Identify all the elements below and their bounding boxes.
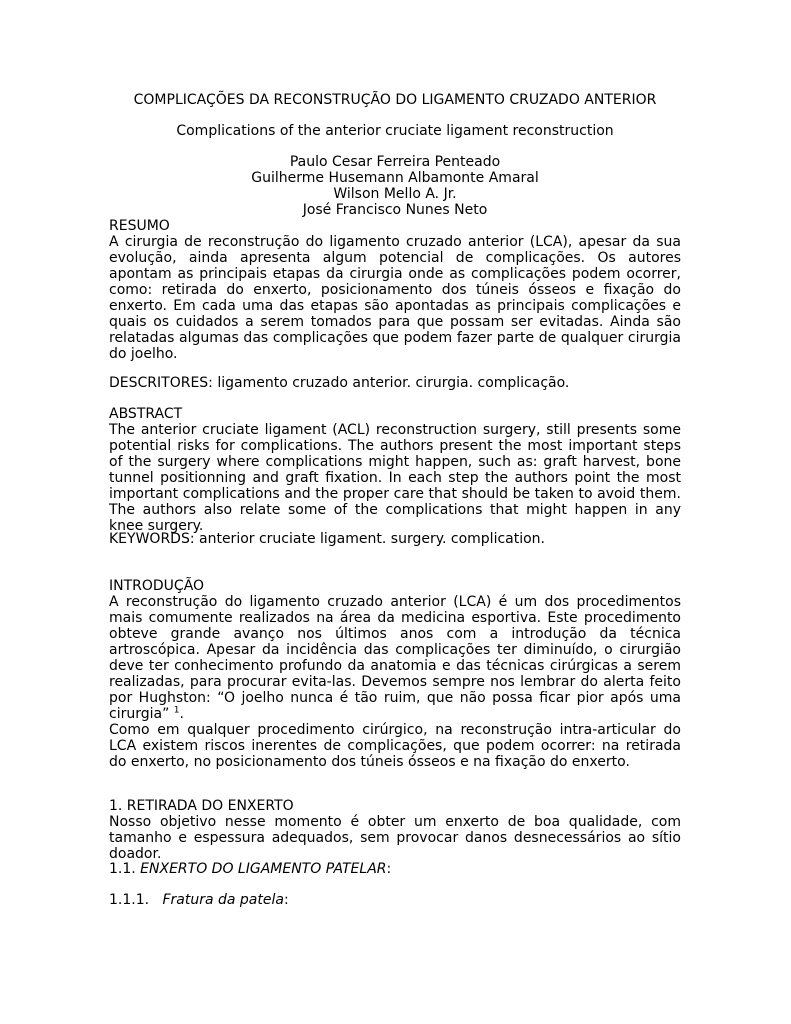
reference-marker: 1 [173,705,180,716]
introducao-paragraph-2: Como em qualquer procedimento cirúrgico, na reconstrução intra-articular do LCA existem riscos inerentes de complicações, que podem ocorrer: na retirada do enxerto, no posicionamento dos túneis ósseos e na fixação do enxerto. [109,722,681,770]
keywords: KEYWORDS: anterior cruciate ligament. surgery. complication. [109,531,546,547]
descritores: DESCRITORES: ligamento cruzado anterior. cirurgia. complicação. [109,375,570,391]
author: Paulo Cesar Ferreira Penteado [289,154,501,170]
section-1-1-1-title: Fratura da patela [162,892,284,908]
section-1-heading: 1. RETIRADA DO ENXERTO [109,798,294,814]
section-1-1-1-number: 1.1.1. [109,892,150,908]
section-1-1-1-heading [109,892,681,908]
author: José Francisco Nunes Neto [302,202,488,218]
section-1-1-1-suffix: : [283,892,289,908]
author: Guilherme Husemann Albamonte Amaral [251,170,539,186]
resumo-heading: RESUMO [109,218,170,234]
section-1-body: Nosso objetivo nesse momento é obter um enxerto de boa qualidade, com tamanho e espessura adequados, sem provocar danos desnecessários ao sítio doador. [109,814,681,862]
introducao-paragraph-1-text: A reconstrução do ligamento cruzado anterior (LCA) é um dos procedimentos mais comumente realizados na área da medicina esportiva. Este procedimento obteve grande avanço nos últimos anos com a introdução da técnica artroscópica. Apesar da incidência das complicações ter diminuído, o cirurgião deve ter conhecimento profundo da anatomia e das técnicas cirúrgicas a serem realizadas, para procurar evita-las. Devemos sempre nos lembrar do alerta feito por Hughston: “O joelho nunca é tão ruim, que não possa ficar pior após uma cirurgia” [109,594,681,722]
abstract-section [109,406,681,534]
section-1-1-suffix: : [386,861,392,877]
section-1-1-number: 1.1. [109,861,136,877]
introducao-section [109,578,681,770]
section-1-1-title: ENXERTO DO LIGAMENTO PATELAR [140,861,387,877]
title-portuguese: COMPLICAÇÕES DA RECONSTRUÇÃO DO LIGAMENTO CRUZADO ANTERIOR [133,92,657,108]
abstract-body: The anterior cruciate ligament (ACL) reconstruction surgery, still presents some potential risks for complications. The authors present the most important steps of the surgery where complications might happen, such as: graft harvest, bone tunnel positionning and graft fixation. In each step the authors point the most important complications and the proper care that should be taken to avoid them. The authors also relate some of the complications that might happen in any knee surgery. [109,422,681,534]
author: Wilson Mello A. Jr. [333,186,457,202]
introducao-heading: INTRODUÇÃO [109,578,205,594]
abstract-heading: ABSTRACT [109,406,183,422]
introducao-paragraph-1-end: . [179,706,184,722]
title-english: Complications of the anterior cruciate ligament reconstruction [176,123,614,139]
section-1 [109,798,681,862]
resumo-section [109,218,681,362]
author-list [109,154,681,218]
introducao-paragraph-1 [109,594,681,722]
section-1-1-heading [109,861,681,877]
resumo-body: A cirurgia de reconstrução do ligamento cruzado anterior (LCA), apesar da sua evolução, ainda apresenta algum potencial de complicações. Os autores apontam as principais etapas da cirurgia onde as complicações podem ocorrer, como: retirada do enxerto, posicionamento dos túneis ósseos e fixação do enxerto. Em cada uma das etapas são apontadas as principais complicações e quais os cuidados a serem tomados para que possam ser evitadas. Ainda são relatadas algumas das complicações que podem fazer parte de qualquer cirurgia do joelho. [109,234,681,362]
